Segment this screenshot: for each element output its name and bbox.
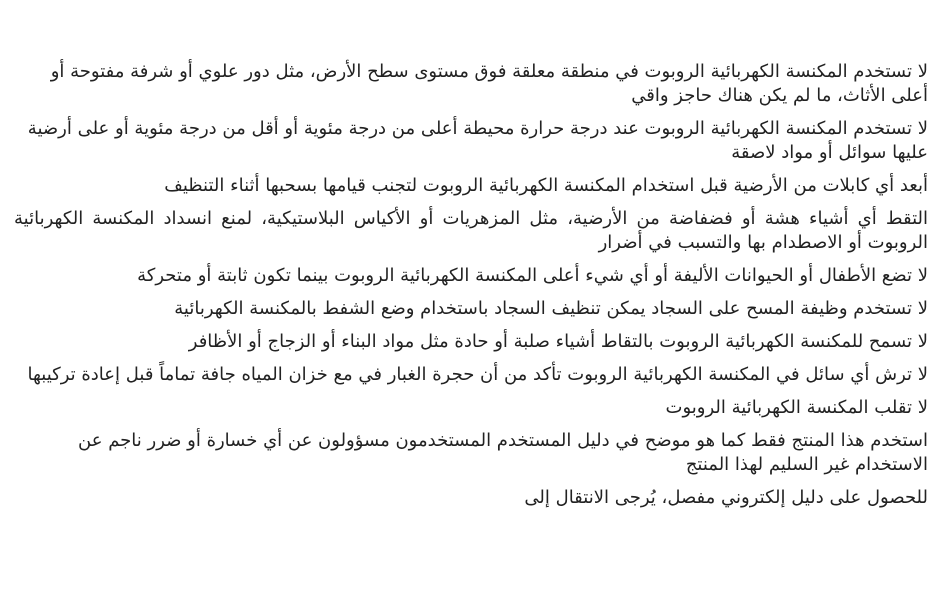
paragraph-elevated-area: لا تستخدم المكنسة الكهربائية الروبوت في منطقة معلقة فوق مستوى سطح الأرض، مثل دور علوي أو شرفة مفتوحة أو أعلى الأثاث، ما لم يكن هناك حاجز واقي [50, 61, 928, 106]
paragraph-proper-use: استخدم هذا المنتج فقط كما هو موضح في دليل المستخدم المستخدمون مسؤولون عن أي خسارة أو ضرر ناجم عن الاستخدام غير السليم لهذا المنتج [78, 430, 928, 475]
safety-instructions [14, 60, 928, 519]
paragraph-liquids: لا ترش أي سائل في المكنسة الكهربائية الروبوت تأكد من أن حجرة الغبار في مع خزان المياه جافة تماماً قبل إعادة تركيبها [27, 364, 928, 385]
paragraph-flip: لا تقلب المكنسة الكهربائية الروبوت [665, 397, 928, 418]
paragraph-temperature: لا تستخدم المكنسة الكهربائية الروبوت عند درجة حرارة محيطة أعلى من درجة مئوية أو أقل من درجة مئوية أو على أرضية عليها سوائل أو مواد لاصقة [27, 118, 928, 163]
paragraph-fragile-objects: التقط أي أشياء هشة أو فضفاضة من الأرضية، مثل المزهريات أو الأكياس البلاستيكية، لمنع انسداد المكنسة الكهربائية الروبوت أو الاصطدام بها والتسبب في أضرار [14, 208, 928, 253]
paragraph-children-pets: لا تضع الأطفال أو الحيوانات الأليفة أو أي شيء أعلى المكنسة الكهربائية الروبوت بينما تكون ثابتة أو متحركة [137, 265, 928, 286]
paragraph-sharp-objects: لا تسمح للمكنسة الكهربائية الروبوت بالتقاط أشياء صلبة أو حادة مثل مواد البناء أو الزجاج أو الأظافر [188, 331, 928, 352]
paragraph-manual-link: للحصول على دليل إلكتروني مفصل، يُرجى الانتقال إلى [524, 487, 928, 508]
paragraph-mopping-carpet: لا تستخدم وظيفة المسح على السجاد يمكن تنظيف السجاد باستخدام وضع الشفط بالمكنسة الكهربائية [174, 298, 928, 319]
paragraph-cables: أبعد أي كابلات من الأرضية قبل استخدام المكنسة الكهربائية الروبوت لتجنب قيامها بسحبها أثناء التنظيف [164, 175, 928, 196]
